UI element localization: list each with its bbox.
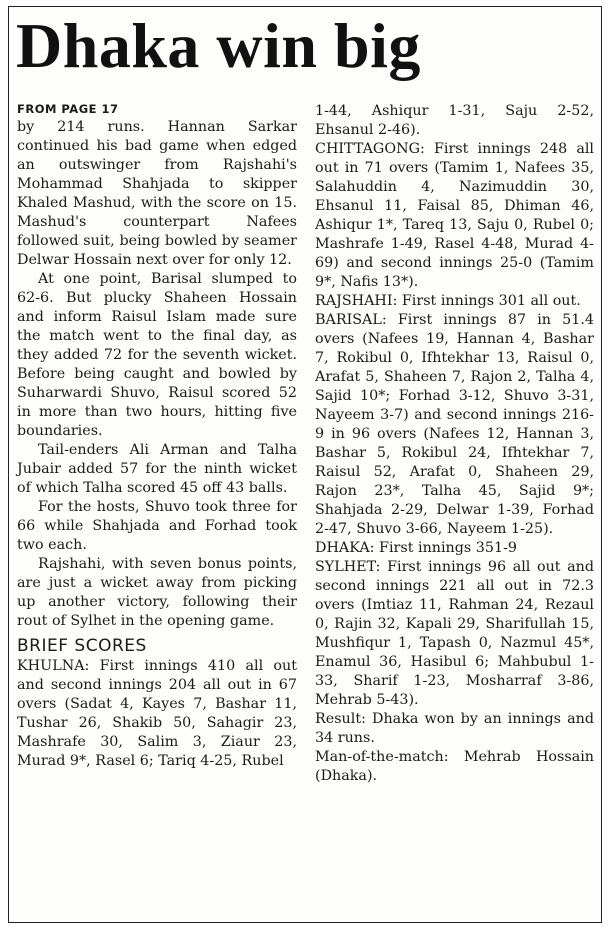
left-column bbox=[17, 100, 297, 771]
score-text: 1-44, Ashiqur 1-31, Saju 2-52, Ehsanul 2-46). bbox=[315, 103, 594, 138]
score-team: BARISAL: bbox=[315, 312, 387, 328]
body-paragraph-1: by 214 runs. Hannan Sarkar continued his bad game when edged an outswinger from Rajshahi's Mohammad Shahjada to skipper Khaled Mashud, with the score on 15. Mashud's counterpart Nafees followed suit, being bowled by seamer Delwar Hossain next over for only 12. bbox=[17, 119, 297, 268]
match-result bbox=[315, 710, 594, 748]
body-paragraph-3: Tail-enders Ali Arman and Talha Jubair added 57 for the ninth wicket of which Talha scored 45 off 43 balls. bbox=[17, 442, 297, 496]
result-text: Dhaka won by an innings and 34 runs. bbox=[315, 711, 594, 746]
score-text: First innings 87 in 51.4 overs (Nafees 19, Hannan 4, Bashar 7, Rokibul 0, Ifhtekhar 13, Raisul 0, Arafat 5, Shaheen 7, Rajon 2, Talha 4, Sajid 10*; Forhad 3-12, Shuvo 3-31, Nayeem 3-7) and second innings 216-9 in 96 overs (Nafees 12, Hannan 3, Bashar 5, Rokibul 24, Ifhtekhar 7, Raisul 52, Arafat 0, Shaheen 29, Rajon 23*, Talha 45, Sajid 9*; Shahjada 2-29, Delwar 1-39, Forhad 2-47, Shuvo 3-66, Nayeem 1-25). bbox=[315, 312, 594, 537]
score-khulna bbox=[17, 657, 297, 771]
score-dhaka bbox=[315, 539, 594, 558]
score-team: KHULNA: bbox=[17, 658, 90, 674]
kicker: FROM PAGE 17 bbox=[17, 102, 119, 116]
score-rajshahi bbox=[315, 292, 594, 311]
score-chittagong bbox=[315, 140, 594, 292]
score-barisal bbox=[315, 311, 594, 539]
motm-label: Man-of-the-match: bbox=[315, 749, 449, 765]
score-text: First innings 301 all out. bbox=[401, 293, 581, 309]
score-text: First innings 410 all out and second innings 204 all out in 67 overs (Sadat 4, Kayes 7, Bashar 11, Tushar 26, Shakib 50, Sahagir 23, Mashrafe 30, Salim 3, Ziaur 23, Murad 9*, Rasel 6; Tariq 4-25, Rubel bbox=[17, 658, 297, 769]
score-team: SYLHET: bbox=[315, 559, 381, 575]
man-of-the-match bbox=[315, 748, 594, 786]
body-paragraph-5: Rajshahi, with seven bonus points, are just a wicket away from picking up another victory, following their rout of Sylhet in the opening game. bbox=[17, 556, 297, 629]
score-team: RAJSHAHI: bbox=[315, 293, 398, 309]
score-text: First innings 248 all out in 71 overs (Tamim 1, Nafees 35, Salahuddin 4, Nazimuddin 30, Ehsanul 11, Faisal 85, Dhiman 46, Ashiqur 1*, Tareq 13, Saju 0, Rubel 0; Mashrafe 1-49, Rasel 4-48, Murad 4-69) and second innings 25-0 (Tamim 9*, Nafis 13*). bbox=[315, 141, 594, 290]
result-label: Result: bbox=[315, 711, 366, 727]
right-column bbox=[315, 102, 594, 786]
score-sylhet bbox=[315, 558, 594, 710]
body-paragraph-4: For the hosts, Shuvo took three for 66 while Shahjada and Forhad took two each. bbox=[17, 499, 297, 553]
brief-scores-heading: BRIEF SCORES bbox=[17, 636, 147, 656]
score-team: CHITTAGONG: bbox=[315, 141, 425, 157]
headline: Dhaka win big bbox=[16, 10, 421, 81]
score-text: First innings 96 all out and second innings 221 all out in 72.3 overs (Imtiaz 11, Rahman 24, Rezaul 0, Rajin 32, Kapali 29, Sharifullah 15, Mushfiqur 1, Tapash 0, Nazmul 45*, Enamul 36, Hasibul 6; Mahbubul 1-33, Sharif 1-23, Mosharraf 3-86, Mehrab 5-43). bbox=[315, 559, 594, 708]
motm-text: Mehrab Hossain (Dhaka). bbox=[315, 749, 594, 784]
score-text: First innings 351-9 bbox=[379, 540, 518, 556]
score-khulna-continued bbox=[315, 102, 594, 140]
body-paragraph-2: At one point, Barisal slumped to 62-6. But plucky Shaheen Hossain and inform Raisul Islam made sure the match went to the final day, as they added 72 for the seventh wicket. Before being caught and bowled by Suharwardi Shuvo, Raisul scored 52 in more than two hours, hitting five boundaries. bbox=[17, 271, 297, 439]
score-team: DHAKA: bbox=[315, 540, 375, 556]
